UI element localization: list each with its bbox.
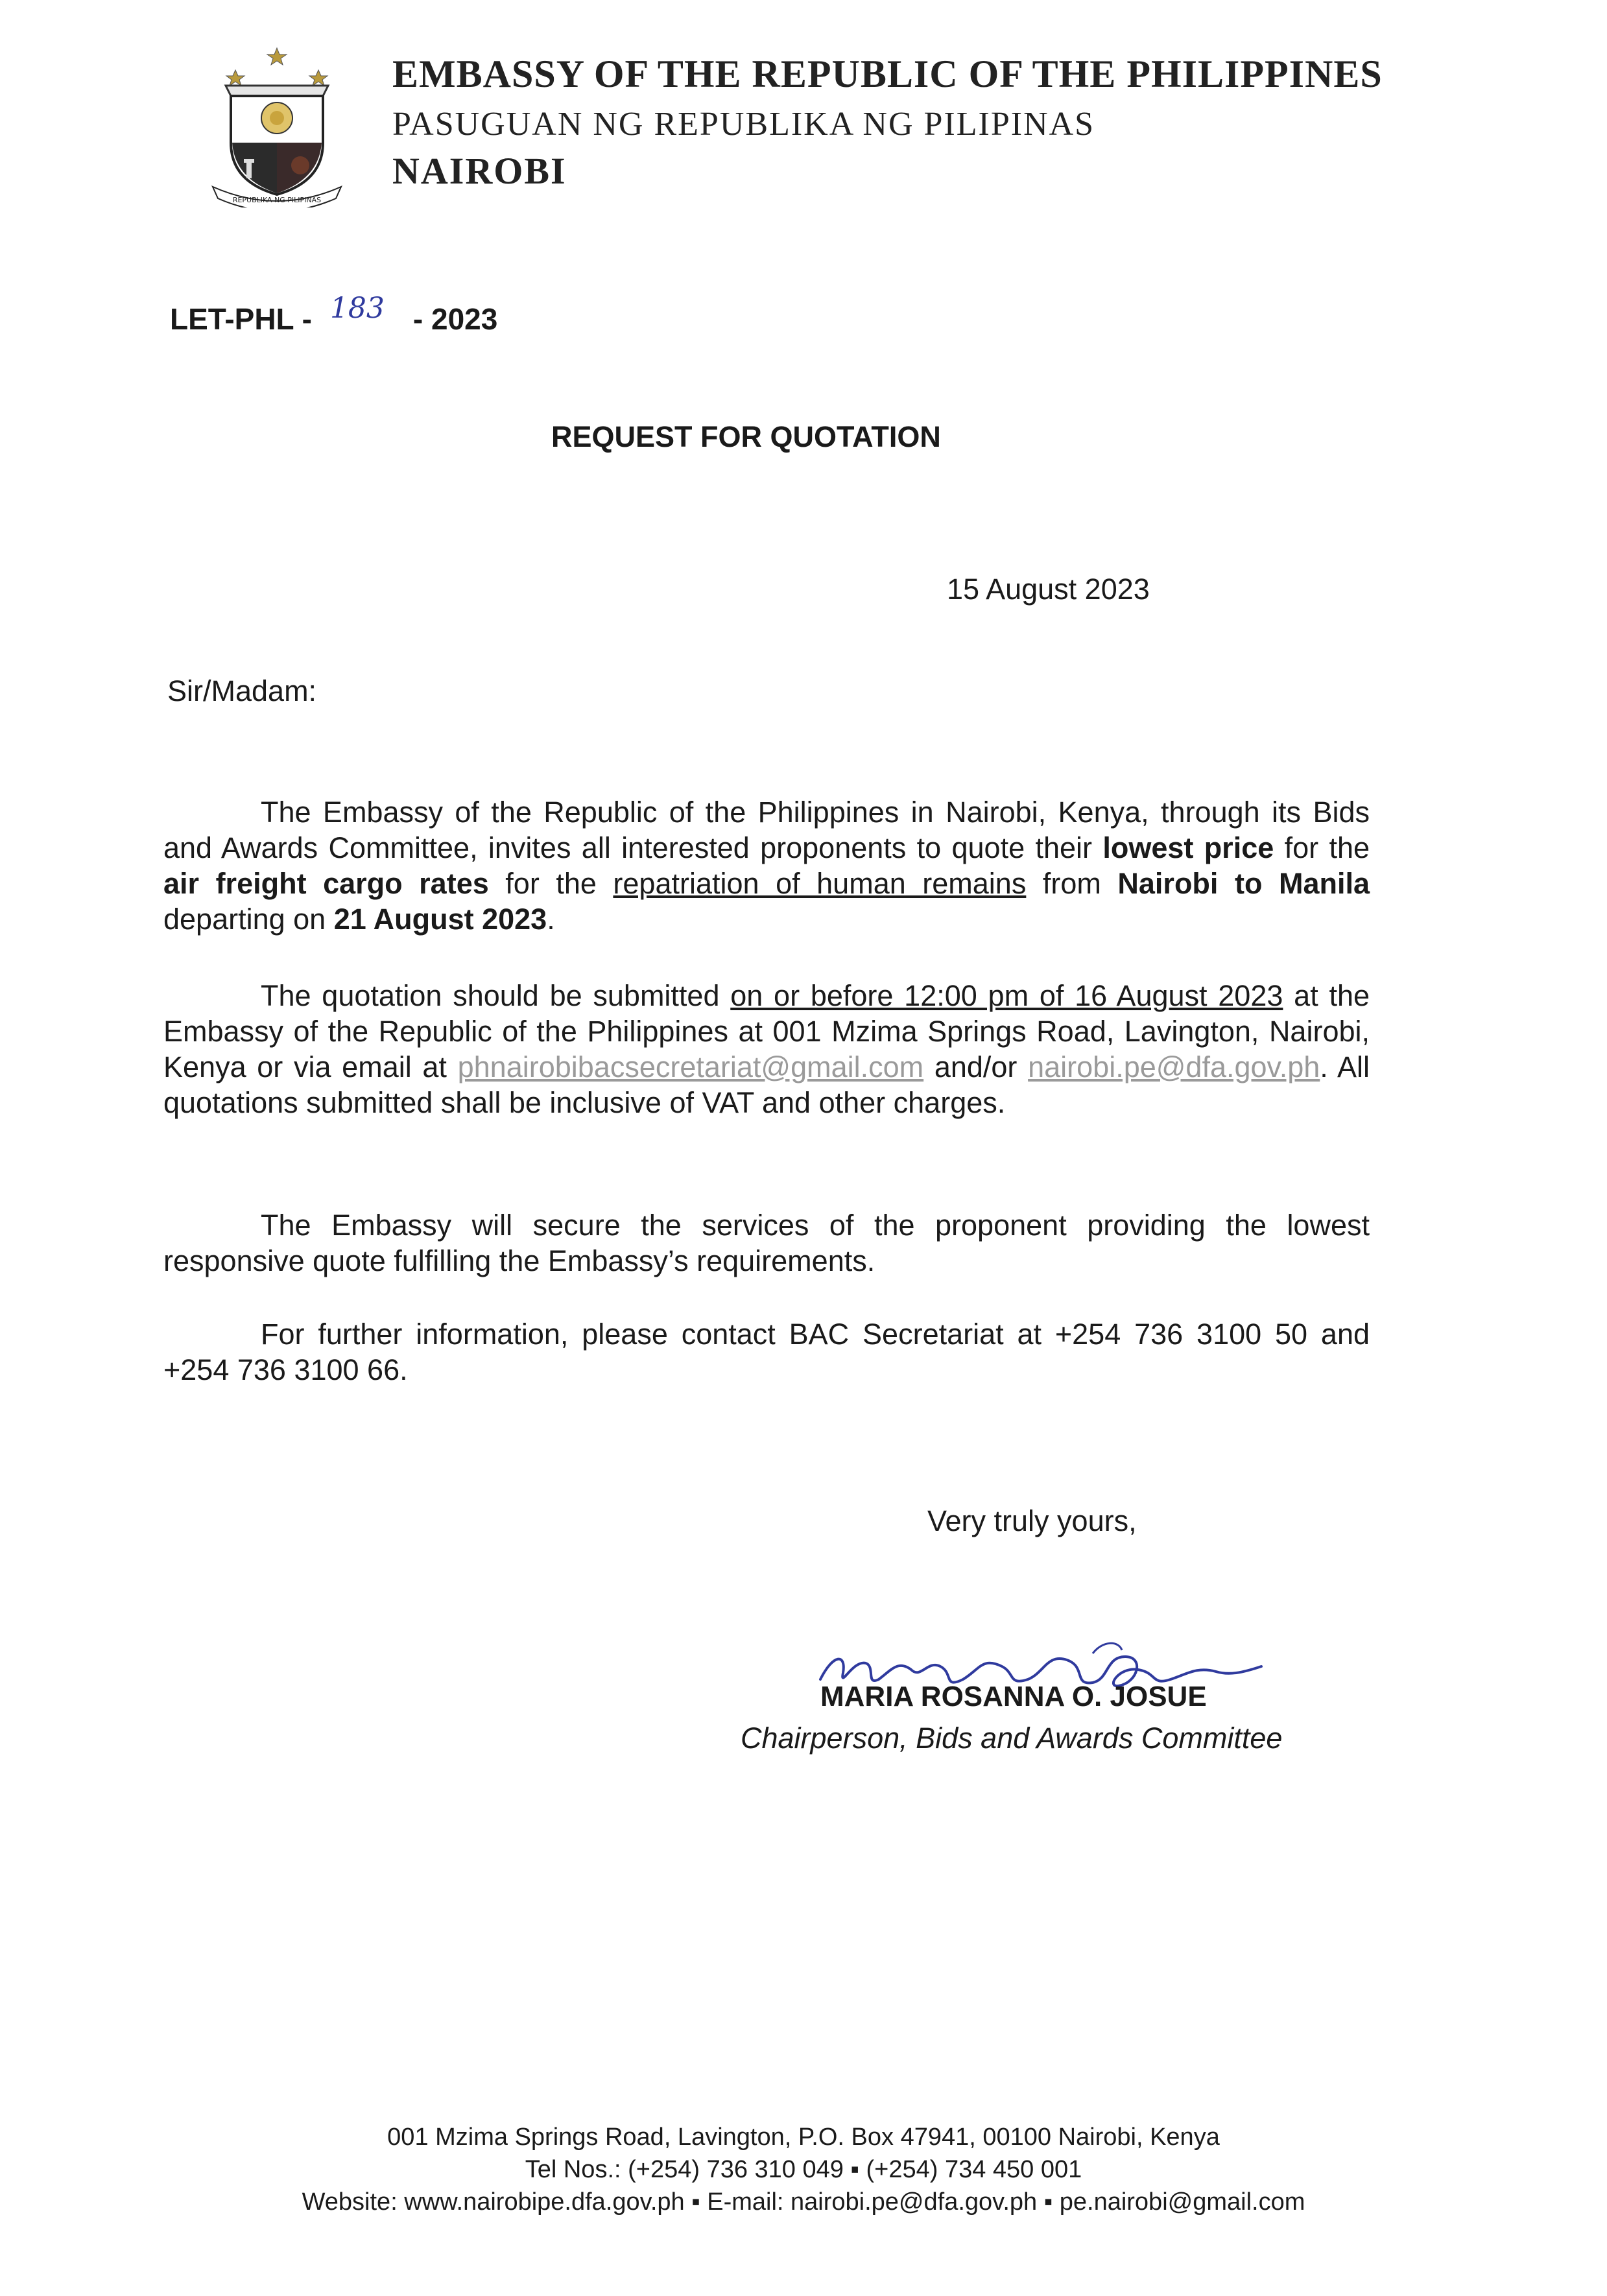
signatory-name: MARIA ROSANNA O. JOSUE (820, 1681, 1207, 1712)
embassy-city: NAIROBI (392, 150, 567, 192)
reference-prefix: LET-PHL - (170, 302, 312, 336)
closing-remark: Very truly yours, (927, 1504, 1137, 1537)
paragraph-submission: The quotation should be submitted on or before 12:00 pm of 16 August 2023 at the Embassy of the Republic of the Philippines at 001 Mzima Springs Road, Lavington, Nairobi, Kenya or via email at phnairobibacsecretariat@gmail.com and/or nairobi.pe@dfa.gov.ph. All quotations submitted shall be inclusive of VAT and other charges. (163, 979, 1370, 1119)
footer-telephone: Tel Nos.: (+254) 736 310 049 ▪ (+254) 734 450 001 (525, 2156, 1082, 2183)
letter-reference (170, 292, 498, 337)
emphasis-departure-date: 21 August 2023 (333, 903, 547, 936)
embassy-name-english: EMBASSY OF THE REPUBLIC OF THE PHILIPPINES (392, 53, 1383, 95)
seal-banner-text: REPUBLIKA NG PILIPINAS (232, 196, 322, 204)
signatory-title: Chairperson, Bids and Awards Committee (741, 1722, 1283, 1755)
embassy-name-filipino: PASUGUAN NG REPUBLIKA NG PILIPINAS (392, 106, 1095, 143)
emphasis-lowest-price: lowest price (1102, 831, 1274, 864)
emphasis-repatriation: repatriation of human remains (613, 867, 1027, 900)
reference-number-handwritten: 183 (329, 292, 385, 325)
paragraph-contact: For further information, please contact BAC Secretariat at +254 736 3100 50 and +254 736 3100 66. (163, 1318, 1370, 1386)
email-link-embassy[interactable]: nairobi.pe@dfa.gov.ph (1028, 1050, 1320, 1083)
footer-address: 001 Mzima Springs Road, Lavington, P.O. Box 47941, 00100 Nairobi, Kenya (387, 2124, 1220, 2151)
emphasis-air-freight: air freight cargo rates (163, 867, 489, 900)
email-link-bac-secretariat[interactable]: phnairobibacsecretariat@gmail.com (457, 1050, 924, 1083)
emphasis-route: Nairobi to Manila (1117, 867, 1370, 900)
document-title: REQUEST FOR QUOTATION (551, 420, 941, 453)
paragraph-selection: The Embassy will secure the services of the proponent providing the lowest responsive quote fulfilling the Embassy’s requirements. (163, 1209, 1370, 1277)
reference-suffix: - 2023 (412, 302, 498, 336)
submission-deadline: on or before 12:00 pm of 16 August 2023 (730, 979, 1283, 1012)
letter-date: 15 August 2023 (947, 573, 1150, 606)
footer-website-email: Website: www.nairobipe.dfa.gov.ph ▪ E-mail: nairobi.pe@dfa.gov.ph ▪ pe.nairobi@gmail.com (302, 2188, 1305, 2216)
paragraph-invitation: The Embassy of the Republic of the Philippines in Nairobi, Kenya, through its Bids and Awards Committee, invites all interested proponents to quote their lowest price for the air freight cargo rates for the repatriation of human remains from Nairobi to Manila departing on 21 August 2023. (163, 796, 1370, 936)
embassy-seal-logo (206, 45, 348, 207)
salutation: Sir/Madam: (167, 674, 317, 707)
